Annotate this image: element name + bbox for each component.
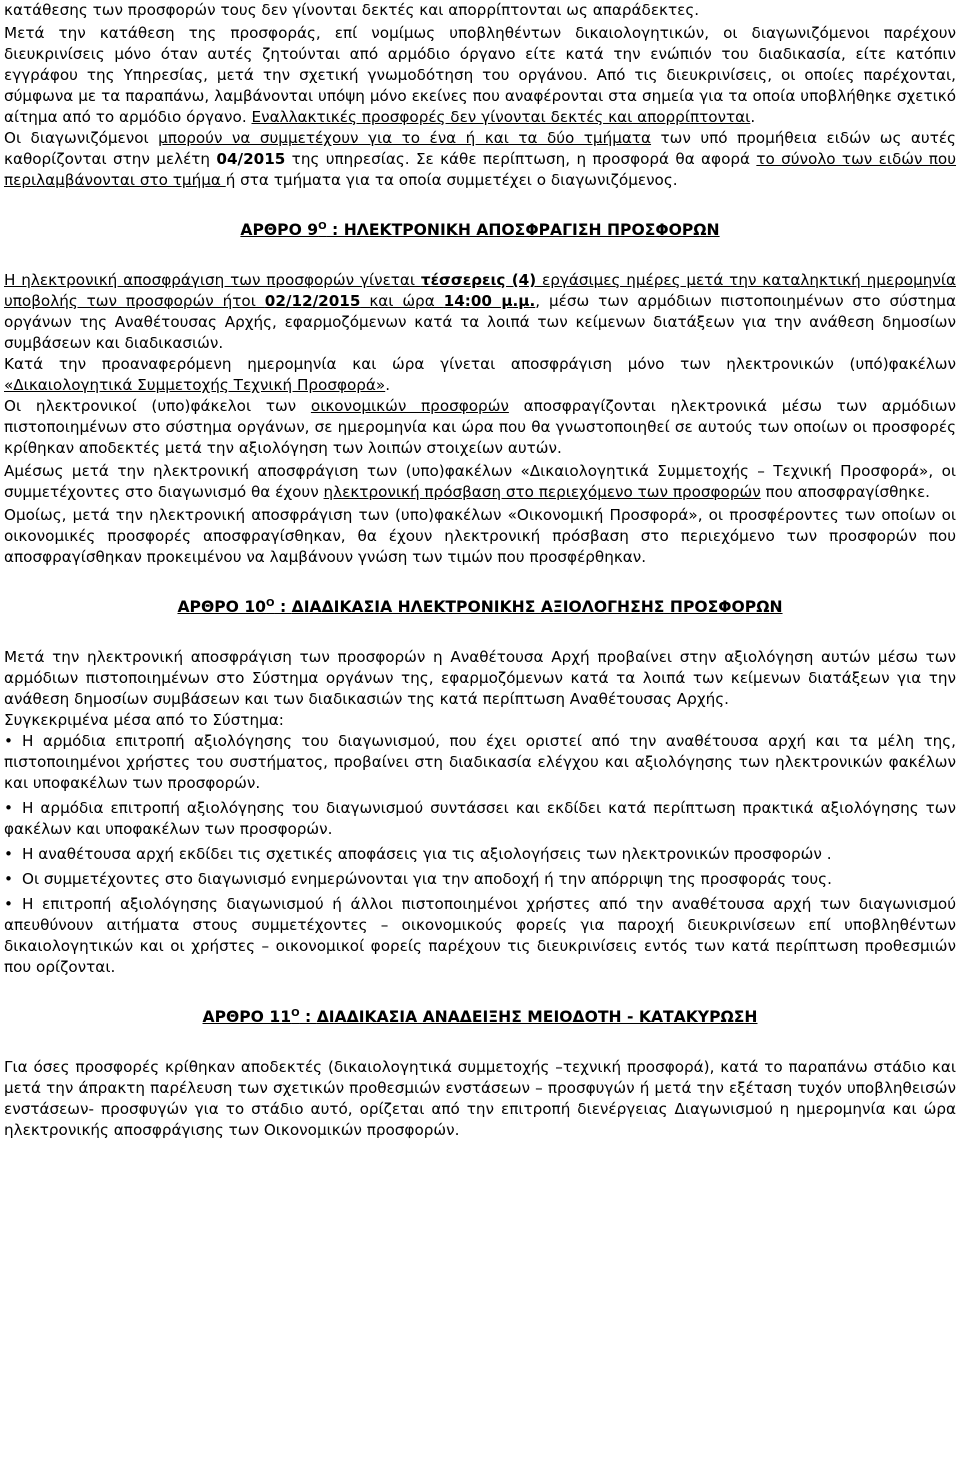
list-item [4, 894, 956, 978]
heading-article-9 [4, 220, 956, 241]
bold-underlined-date: 02/12/2015 [264, 292, 361, 310]
text-run: Οι διαγωνιζόμενοι [4, 129, 159, 147]
bullet-icon: • [4, 870, 13, 888]
underlined-text: εργάσιμες ημέρες μετά την καταληκτική ημερομηνία υποβολής των προσφορών ήτοι [4, 271, 956, 310]
list-item-text: Η αρμόδια επιτροπή αξιολόγησης του διαγωνισμού συντάσσει και εκδίδει κατά περίπτωση πρακτικά αξιολόγησης των φακέλων και υποφακέλων των προσφορών. [4, 799, 956, 838]
text-run: Αμέσως μετά την ηλεκτρονική αποσφράγιση των (υπο)φακέλων «Δικαιολογητικά Συμμετοχής – Τεχνική Προσφορά», οι συμμετέχοντες στο διαγωνισμό θα έχουν [4, 462, 956, 501]
paragraph-clarifications [4, 23, 956, 128]
heading-text: : [299, 1008, 317, 1026]
heading-superscript: Ο [291, 1007, 300, 1019]
paragraph-unsealing-envelopes [4, 354, 956, 396]
list-item-text: Η αναθέτουσα αρχή εκδίδει τις σχετικές αποφάσεις για τις αξιολογήσεις των ηλεκτρονικών προσφορών . [22, 845, 832, 863]
list-item-text: Οι συμμετέχοντες στο διαγωνισμό ενημερώνονται για την αποδοχή ή την απόρριψη της προσφοράς τους. [22, 870, 832, 888]
bullet-icon: • [4, 732, 13, 750]
underlined-text-participation: μπορούν να συμμετέχουν για το ένα ή και τα δύο τμήματα [158, 129, 652, 147]
bold-study-number: 04/2015 [216, 150, 286, 168]
bold-underlined-days: τέσσερεις (4) [420, 271, 537, 289]
paragraph-participation [4, 128, 956, 191]
list-item [4, 798, 956, 840]
underlined-text-envelope-name: «Δικαιολογητικά Συμμετοχής Τεχνική Προσφορά» [4, 376, 386, 394]
list-item-text: Η επιτροπή αξιολόγησης διαγωνισμού ή άλλοι πιστοποιημένοι χρήστες από την αναθέτουσα αρχή των διαγωνισμού απευθύνουν αιτήματα στους συμμετέχοντες – οικονομικούς φορείς για παροχή διευκρινίσεων επί υποβληθέντων δικαιολογητικών και οι χρήστες – οικονομικοί φορείς παρέχουν τις διευκρινίσεις εντός των κατά περίπτωση προθεσμιών που ορίζονται. [4, 895, 956, 976]
heading-text: : [274, 598, 292, 616]
text-run: . [385, 376, 391, 394]
list-item [4, 731, 956, 794]
paragraph-financial-offers [4, 396, 956, 459]
text-run: της υπηρεσίας. Σε κάθε περίπτωση, η προσφορά θα αφορά [285, 150, 757, 168]
heading-article-11 [4, 1007, 956, 1028]
underlined-text-total-items: το σύνολο των ειδών που περιλαμβάνονται στο τμήμα [4, 150, 957, 189]
underlined-text: Η ηλεκτρονική αποσφράγιση των προσφορών γίνεται [4, 271, 421, 289]
heading-text: ΔΙΑΔΙΚΑΣΙΑ ΑΝΑΔΕΙΞΗΣ ΜΕΙΟΔΟΤΗ - ΚΑΤΑΚΥΡΩΣΗ [316, 1008, 758, 1026]
paragraph-evaluation: Μετά την ηλεκτρονική αποσφράγιση των προσφορών η Αναθέτουσα Αρχή προβαίνει στην αξιολόγηση αυτών μέσω των αρμόδιων πιστοποιημένων στο Σύστημα οργάνων της, εφαρμοζόμενων κατά τα λοιπά των κείμενων διατάξεων για την ανάθεση δημοσίων συμβάσεων και των διαδικασιών της κατά περίπτωση Αναθέτουσας Αρχής. [4, 648, 956, 708]
heading-text: ΔΙΑΔΙΚΑΣΙΑ ΗΛΕΚΤΡΟΝΙΚΗΣ ΑΞΙΟΛΟΓΗΣΗΣ ΠΡΟΣΦΟΡΩΝ [291, 598, 783, 616]
text-run: Μετά την κατάθεση της προσφοράς, επί νομίμως υποβληθέντων δικαιολογητικών, οι διαγωνιζόμενοι παρέχουν διευκρινίσεις μόνο όταν αυτές ζητούνται από αρμόδιο όργανο είτε κατά την ενώπιόν του διαδικασία, είτε κατόπιν εγγράφου της Υπηρεσίας, μετά την σχετική γνωμοδότηση του οργάνου. Από τις διευκρινίσεις, οι οποίες παρέχονται, σύμφωνα με τα παραπάνω, λαμβάνονται υπόψη μόνο εκείνες που αναφέρονται στα σημεία για τα οποία υποβλήθηκε σχετικό αίτημα από το αρμόδιο όργανο. [4, 24, 956, 126]
list-item [4, 844, 956, 865]
list-item-text: Η αρμόδια επιτροπή αξιολόγησης του διαγωνισμού, που έχει οριστεί από την αναθέτουσα αρχή και τα μέλη της, πιστοποιημένοι χρήστες του συστήματος, προβαίνει στη διαδικασία ελέγχου και αξιολόγησης των ηλεκτρονικών φακέλων και υποφακέλων των προσφορών. [4, 732, 956, 792]
text-run: που αποσφραγίσθηκε. [760, 483, 930, 501]
text-run: . [750, 108, 756, 126]
heading-article-10 [4, 597, 956, 618]
text-run: Οι ηλεκτρονικοί (υπο)φάκελοι των [4, 397, 311, 415]
paragraph-financial-access: Ομοίως, μετά την ηλεκτρονική αποσφράγιση των (υπο)φακέλων «Οικονομική Προσφορά», οι προσφέροντες των οποίων οι οικονομικές προσφορές αποσφραγίσθηκαν, θα έχουν ηλεκτρονική πρόσβαση στο περιεχόμενο των προσφορών που αποσφραγίσθηκαν προκειμένου να λαμβάνουν γνώση των τιμών που προσφέρθηκαν. [4, 506, 956, 566]
bullet-icon: • [4, 799, 13, 817]
evaluation-steps-list [4, 731, 956, 978]
paragraph-system-intro: Συγκεκριμένα μέσα από το Σύστημα: [4, 711, 284, 729]
underlined-text-electronic-access: ηλεκτρονική πρόσβαση στο περιεχόμενο των προσφορών [323, 483, 761, 501]
bullet-icon: • [4, 845, 13, 863]
text-run: των υπό προμήθεια ειδών ως αυτές καθορίζονται στην μελέτη [4, 129, 956, 168]
paragraph-unsealing-date [4, 270, 956, 354]
text-run: , μέσω των αρμόδιων πιστοποιημένων στο σύστημα οργάνων της Αναθέτουσας Αρχής, εφαρμοζόμενων κατά τα λοιπά των κείμενων διατάξεων για την ανάθεση δημοσίων συμβάσεων και διαδικασιών. [4, 292, 956, 352]
text-run: Κατά την προαναφερόμενη ημερομηνία και ώρα γίνεται αποσφράγιση μόνο των ηλεκτρονικών (υπό)φακέλων [4, 355, 956, 373]
paragraph-lowest-bidder: Για όσες προσφορές κρίθηκαν αποδεκτές (δικαιολογητικά συμμετοχής –τεχνική προσφορά), κατά το παραπάνω στάδιο και μετά την άπρακτη παρέλευση των σχετικών προθεσμιών ενστάσεων – προσφυγών ή μετά την εξέταση τυχόν υποβληθεισών ενστάσεων- προσφυγών για το στάδιο αυτό, ορίζεται από την επιτροπή διενέργειας Διαγωνισμού η ημερομηνία και ώρα ηλεκτρονικής αποσφράγισης των Οικονομικών προσφορών. [4, 1058, 956, 1139]
bold-underlined-time: 14:00 μ.μ. [443, 292, 536, 310]
heading-text: : ΗΛΕΚΤΡΟΝΙΚΗ ΑΠΟΣΦΡΑΓΙΣΗ ΠΡΟΣΦΟΡΩΝ [326, 221, 720, 239]
underlined-text: και ώρα [360, 292, 444, 310]
heading-superscript: Ο [318, 220, 327, 232]
text-run: αποσφραγίζονται ηλεκτρονικά μέσω των αρμόδιων πιστοποιημένων στο σύστημα οργάνων, σε ημερομηνία και ώρα που θα γνωστοποιηθεί σε αυτούς των οποίων οι προσφορές κρίθηκαν αποδεκτές μετά την αξιολόγηση των λοιπών στοιχείων αυτών. [4, 397, 956, 457]
heading-text: ΑΡΘΡΟ 9 [240, 221, 319, 239]
heading-text: ΑΡΘΡΟ 10 [177, 598, 267, 616]
underlined-text-financial-offers: οικονομικών προσφορών [310, 397, 509, 415]
paragraph-electronic-access [4, 461, 956, 503]
heading-superscript: Ο [266, 597, 275, 609]
paragraph-intro-continued: κατάθεσης των προσφορών τους δεν γίνονται δεκτές και απορρίπτονται ως απαράδεκτες. [4, 1, 700, 19]
heading-text: ΑΡΘΡΟ 11 [202, 1008, 292, 1026]
list-item [4, 869, 956, 890]
bullet-icon: • [4, 895, 13, 913]
underlined-text-alternative-offers: Εναλλακτικές προσφορές δεν γίνονται δεκτές και απορρίπτονται [251, 108, 751, 126]
text-run: ή στα τμήματα για τα οποία συμμετέχει ο διαγωνιζόμενος. [225, 171, 678, 189]
